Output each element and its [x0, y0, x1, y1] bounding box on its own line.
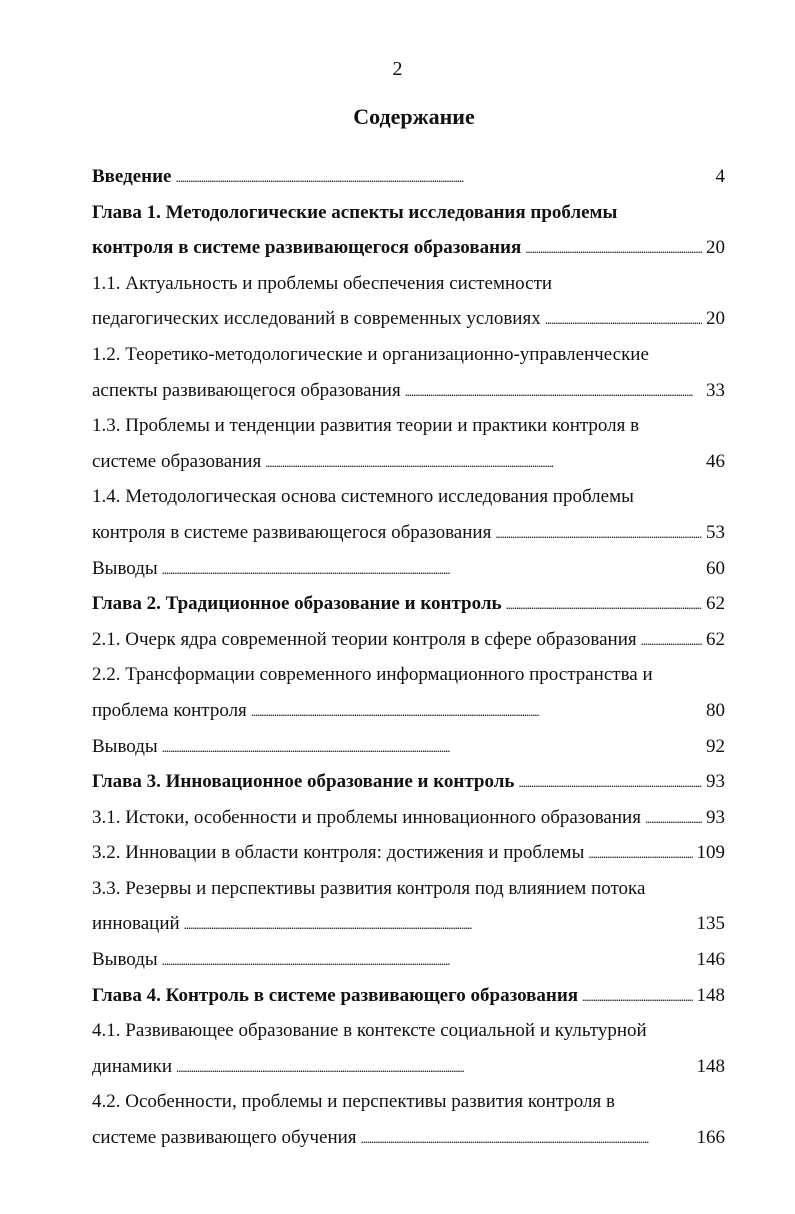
toc-entry-title: контроля в системе развивающегося образования [92, 521, 492, 543]
toc-page-number: 92 [706, 735, 725, 757]
toc-page-number: 146 [696, 949, 725, 971]
toc-entry-title: Глава 2. Традиционное образование и контроль [92, 593, 502, 615]
toc-entry-title: Глава 4. Контроль в системе развивающего образования [92, 984, 579, 1006]
dot-leader [518, 764, 702, 801]
toc-entry [92, 764, 725, 800]
toc-entry [92, 230, 725, 266]
dot-leader [582, 978, 692, 1015]
toc-entry [92, 586, 725, 622]
toc-entry [92, 373, 725, 409]
toc-page-number: 135 [696, 913, 725, 935]
dot-leader [645, 800, 702, 837]
dot-leader [405, 373, 702, 410]
toc-page-number: 93 [706, 771, 725, 793]
toc-entry-line [92, 871, 725, 907]
table-of-contents [92, 159, 725, 1156]
toc-entry-title: 1.2. Теоретико-методологические и организационно-управленческие [92, 343, 649, 365]
toc-entry-title: Введение [92, 166, 172, 187]
dot-leader [495, 515, 702, 552]
toc-entry-title: 2.1. Очерк ядра современной теории контроля в сфере образования [92, 628, 637, 650]
toc-page-number: 53 [706, 521, 725, 543]
toc-entry-title: 1.1. Актуальность и проблемы обеспечения системности [92, 272, 553, 294]
dot-leader [361, 1120, 693, 1157]
toc-entry-line [92, 337, 725, 373]
toc-entry-title: 3.2. Инновации в области контроля: достижения и проблемы [92, 842, 585, 864]
toc-entry-title: педагогических исследований в современных условиях [92, 308, 541, 330]
page-number: 2 [392, 58, 403, 80]
dot-leader [162, 942, 693, 979]
toc-page-number: 148 [696, 1055, 725, 1077]
dot-leader [251, 693, 702, 730]
toc-page-number: 62 [706, 593, 725, 615]
page-title: Содержание [353, 104, 475, 129]
toc-page-number: 20 [706, 237, 725, 259]
dot-leader [265, 444, 702, 481]
toc-entry-line [92, 657, 725, 693]
dot-leader [641, 622, 702, 659]
toc-entry-line [92, 266, 725, 302]
toc-entry [92, 1049, 725, 1085]
dot-leader [506, 586, 702, 623]
toc-page-number: 60 [706, 557, 725, 579]
dot-leader [588, 835, 692, 872]
toc-entry [92, 159, 725, 195]
toc-entry-title: 3.3. Резервы и перспективы развития контроля под влиянием потока [92, 877, 646, 899]
toc-entry-line [92, 479, 725, 515]
toc-entry-title: Глава 3. Инновационное образование и контроль [92, 771, 515, 793]
toc-entry [92, 1120, 725, 1156]
toc-entry-line [92, 408, 725, 444]
toc-entry [92, 301, 725, 337]
toc-page-number: 20 [706, 308, 725, 330]
toc-entry [92, 622, 725, 658]
dot-leader [162, 551, 702, 588]
toc-entry-line [92, 1084, 725, 1120]
toc-entry [92, 551, 725, 587]
toc-entry-title: системе развивающего обучения [92, 1127, 357, 1149]
toc-entry-title: 3.1. Истоки, особенности и проблемы инновационного образования [92, 806, 641, 828]
toc-entry-title: 1.4. Методологическая основа системного исследования проблемы [92, 486, 634, 508]
toc-entry [92, 693, 725, 729]
toc-entry [92, 978, 725, 1014]
dot-leader [184, 906, 693, 943]
toc-entry [92, 835, 725, 871]
toc-entry-title: контроля в системе развивающегося образования [92, 237, 522, 259]
toc-page-number: 33 [706, 379, 725, 401]
dot-leader [545, 301, 702, 338]
toc-page-number: 62 [706, 628, 725, 650]
toc-entry-title: системе образования [92, 450, 262, 472]
toc-entry [92, 444, 725, 480]
toc-entry-title: динамики [92, 1055, 173, 1077]
dot-leader [176, 159, 712, 196]
toc-page-number: 166 [696, 1127, 725, 1149]
toc-entry-title: Выводы [92, 949, 158, 971]
dot-leader [176, 1049, 692, 1086]
toc-page-number: 109 [696, 842, 725, 864]
toc-entry-title: Выводы [92, 735, 158, 757]
toc-entry [92, 906, 725, 942]
toc-entry [92, 729, 725, 765]
toc-entry-title: проблема контроля [92, 699, 247, 721]
toc-entry [92, 515, 725, 551]
toc-page-number: 80 [706, 699, 725, 721]
toc-page-number: 148 [696, 984, 725, 1006]
toc-entry-title: 1.3. Проблемы и тенденции развития теории и практики контроля в [92, 415, 640, 437]
toc-entry-title: 2.2. Трансформации современного информационного пространства и [92, 664, 653, 686]
dot-leader [525, 230, 702, 267]
dot-leader [162, 729, 702, 766]
toc-entry-line [92, 1013, 725, 1049]
toc-page-number: 4 [715, 166, 725, 187]
toc-page-number: 46 [706, 450, 725, 472]
toc-entry-title: Выводы [92, 557, 158, 579]
toc-entry-title: 4.2. Особенности, проблемы и перспективы развития контроля в [92, 1091, 615, 1113]
toc-entry [92, 800, 725, 836]
toc-entry-title: инноваций [92, 913, 180, 935]
toc-page-number: 93 [706, 806, 725, 828]
toc-entry-line [92, 195, 725, 231]
toc-entry-title: Глава 1. Методологические аспекты исследования проблемы [92, 201, 618, 223]
toc-entry [92, 942, 725, 978]
toc-entry-title: 4.1. Развивающее образование в контексте социальной и культурной [92, 1020, 647, 1042]
toc-entry-title: аспекты развивающегося образования [92, 379, 401, 401]
